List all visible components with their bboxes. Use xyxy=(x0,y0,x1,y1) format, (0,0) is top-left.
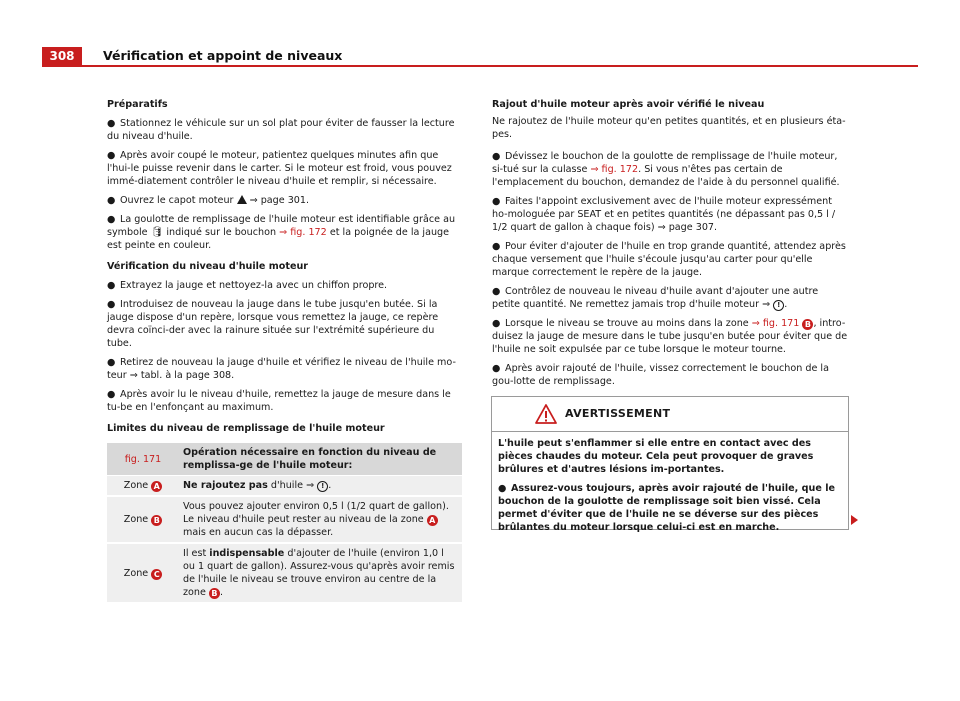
fig-172-link[interactable]: ⇒ fig. 172 xyxy=(590,164,639,175)
list-item: ● Retirez de nouveau la jauge d'huile et vérifiez le niveau de l'huile mo-teur ⇒ tabl. à la page 308. xyxy=(107,357,456,381)
oil-level-table xyxy=(107,443,462,604)
page-number: 308 xyxy=(42,47,82,65)
list-item: ● Après avoir coupé le moteur, patientez quelques minutes afin que l'hui-le puisse revenir dans le carter. Si le moteur est froid, vous pouvez immé-diatement contrôler le niveau d'huile et remplir, si nécessaire. xyxy=(107,150,452,187)
fig-171-link[interactable]: ⇒ fig. 171 xyxy=(751,318,800,329)
zone-b-badge: B xyxy=(802,319,813,330)
table-row: Zone C Il est indispensable d'ajouter de l'huile (environ 1,0 l ou 1 quart de gallon). Assurez-vous qu'après avoir remis de l'huile le niveau se trouve environ au centre de la zone B . xyxy=(107,543,462,603)
list-item: ● Ouvrez le capot moteur ⇒ page 301. xyxy=(107,195,310,206)
header-divider xyxy=(42,65,918,67)
zone-b-badge: B xyxy=(151,515,162,526)
list-item: ● Faites l'appoint exclusivement avec de l'huile moteur expressément ho-mologuée par SEAT et en petites quantités (ne dépassant pas 0,5 l / 1/2 quart de gallon à chaque fois) ⇒ page 307. xyxy=(492,196,836,233)
verif-heading: Vérification du niveau d'huile moteur xyxy=(107,261,309,272)
fig-171-header: fig. 171 xyxy=(107,443,179,476)
left-column xyxy=(107,98,462,604)
list-item: ● Stationnez le véhicule sur un sol plat pour éviter de fausser la lecture du niveau d'huile. xyxy=(107,118,455,142)
list-item: ● Extrayez la jauge et nettoyez-la avec un chiffon propre. xyxy=(107,280,388,291)
zone-a-badge: A xyxy=(151,481,162,492)
list-item: ● Après avoir rajouté de l'huile, vissez correctement le bouchon de la gou-lotte de remplissage. xyxy=(492,363,829,387)
list-item: ● Lorsque le niveau se trouve au moins dans la zone ⇒ fig. 171 B , intro-duisez la jauge de mesure dans le tube jusqu'en butée pour éviter que de l'huile ne soit expulsée par ce tube lorsque le moteur tourne. xyxy=(492,318,848,355)
warning-body xyxy=(492,432,848,534)
zone-c-badge: C xyxy=(151,569,162,580)
table-row: Zone B Vous pouvez ajouter environ 0,5 l (1/2 quart de gallon). Le niveau d'huile peut rester au niveau de la zone A mais en aucun cas la dépasser. xyxy=(107,496,462,543)
warning-title: AVERTISSEMENT xyxy=(565,407,671,420)
list-item: ● La goulotte de remplissage de l'huile moteur est identifiable grâce au symbole 🛢 indiqué sur le bouchon ⇒ fig. 172 et la poignée de la jauge est peinte en couleur. xyxy=(107,214,456,251)
operation-header: Opération nécessaire en fonction du niveau de remplissa-ge de l'huile moteur: xyxy=(179,443,462,476)
warning-paragraph: ● Assurez-vous toujours, après avoir rajouté de l'huile, que le bouchon de la goulotte de remplissage soit bien vissé. Cela permet d'éviter que de l'huile ne se déverse sur des pièces brûlantes du moteur lorsque celui-ci est en marche. xyxy=(498,483,836,533)
page-title: Vérification et appoint de niveaux xyxy=(103,48,343,63)
right-column xyxy=(492,98,848,394)
list-item: ● Contrôlez de nouveau le niveau d'huile avant d'ajouter une autre petite quantité. Ne remettez jamais trop d'huile moteur ⇒ ! . xyxy=(492,286,819,310)
prep-heading: Préparatifs xyxy=(107,99,168,110)
fig-172-link[interactable]: ⇒ fig. 172 xyxy=(279,227,327,238)
warning-paragraph: L'huile peut s'enflammer si elle entre en contact avec des pièces chaudes du moteur. Cela peut provoquer de graves brûlures et d'autres lésions im-portantes. xyxy=(498,438,814,475)
info-circle-icon: ! xyxy=(317,481,328,492)
warning-triangle-icon xyxy=(237,195,247,204)
limits-heading: Limites du niveau de remplissage de l'huile moteur xyxy=(107,423,385,434)
continue-arrow-icon xyxy=(851,515,858,525)
list-item: ● Dévissez le bouchon de la goulotte de remplissage de l'huile moteur, si-tué sur la culasse ⇒ fig. 172. Si vous n'êtes pas certain de l'emplacement du bouchon, demandez de l'aide à du personnel qualifié. xyxy=(492,151,840,188)
refill-heading: Rajout d'huile moteur après avoir vérifié le niveau xyxy=(492,99,765,110)
warning-triangle-icon xyxy=(535,404,557,424)
list-item: ● Introduisez de nouveau la jauge dans le tube jusqu'en butée. Si la jauge dispose d'un repère, lorsque vous remettez la jauge, ce repère devra coïnci-der avec la rainure située sur l'extrémité supérieure du tube. xyxy=(107,299,439,349)
warning-header xyxy=(492,397,848,432)
info-circle-icon: ! xyxy=(773,300,784,311)
list-item: ● Après avoir lu le niveau d'huile, remettez la jauge de mesure dans le tu-be en l'enfonçant au maximum. xyxy=(107,389,451,413)
table-row: Zone A Ne rajoutez pas d'huile ⇒ ! . xyxy=(107,476,462,497)
refill-intro: Ne rajoutez de l'huile moteur qu'en petites quantités, et en plusieurs éta-pes. xyxy=(492,116,846,140)
oil-can-icon: 🛢 xyxy=(150,227,164,238)
list-item: ● Pour éviter d'ajouter de l'huile en trop grande quantité, attendez après chaque versement que l'huile s'écoule jusqu'au carter pour qu'elle marque correctement le repère de la jauge. xyxy=(492,241,846,278)
table-header-row xyxy=(107,443,462,476)
warning-box xyxy=(491,396,849,533)
